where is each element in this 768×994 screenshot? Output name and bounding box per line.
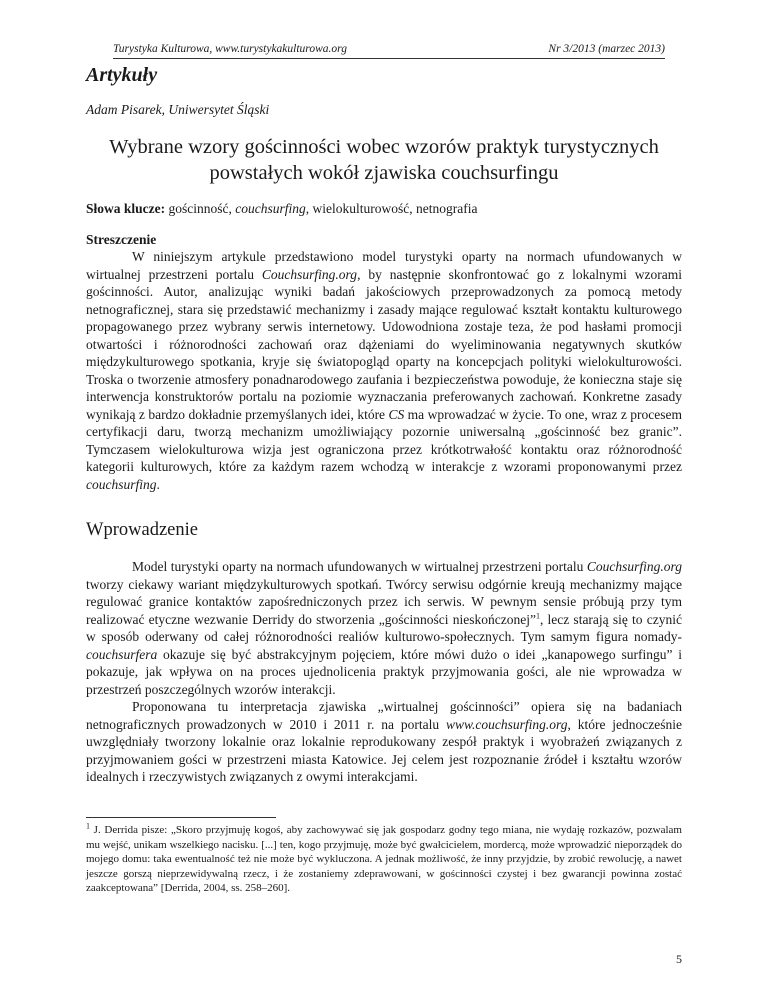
footnote-ref[interactable]: 1	[535, 611, 540, 620]
footnote-text: J. Derrida pisze: „Skoro przyjmuję kogoś, aby zachowywać się jak gospodarz godny tego miana, nie wydaję rozkazów, pozwalam mu wejść, unikam wszelkiego nacisku. [...] ten, kogo przyjmuję, może być gwałcicielem, mordercą, może wprowadzić nieporządek do mojego domu: taka ewentualność też nie może być wykluczona. A jednak możliwość, że inny przyjdzie, by zrobić rewolucję, a nawet jeszcze gorszą nieprzewidywalną rzecz, i że zostaniemy zdeprawowani, w gościnności czystej i bez gwarancji powinna zostać zaakceptowana” [Derrida, 2004, ss. 258–260].	[86, 824, 682, 894]
page-number: 5	[676, 952, 682, 966]
keywords	[86, 200, 682, 218]
intro-heading: Wprowadzenie	[86, 520, 198, 540]
article-title: Wybrane wzory gościnności wobec wzorów praktyk turystycznych powstałych wokół zjawiska couchsurfingu	[109, 136, 659, 184]
footnote	[86, 823, 682, 896]
intro-body	[86, 558, 682, 786]
footnote-marker: 1	[86, 821, 90, 831]
keywords-text: gościnność,	[165, 201, 236, 216]
abstract-body: W niniejszym artykule przedstawiono model turystyki oparty na normach ufundowanych w wirtualnej przestrzeni portalu Couchsurfing.org, by następnie skonfrontować go z lokalnymi wzorami gościnności. Autor, analizując wyniki badań jakościowych przeprowadzonych za pomocą metody netnograficznej, stara się przedstawić mechanizmy i zasady mające regulować kształt kontaktu kulturowego propagowanego przez wybrany serwis internetowy. Udowodniona zostaje teza, że pod hasłami promocji otwartości i różnorodności zachowań oraz dążeniami do wyeliminowania negatywnych skutków międzykulturowego spotkania, kryje się światopogląd oparty na koncepcjach polityki wielokulturowości. Troska o tworzenie atmosfery ponadnarodowego zaufania i bezpieczeństwa powoduje, że konieczna staje się interwencja konstruktorów portalu na poziomie wyznaczania preferowanych zachowań. Konkretne zasady wynikają z bardzo dokładnie przemyślanych idei, które CS ma wprowadzać w życie. To one, wraz z procesem certyfikacji daru, tworzą mechanizm umożliwiający pozornie uniwersalną „gościnność bez granic”. Tymczasem wielokulturowa wizja jest ograniczona przez krótkotrwałość kontaktu oraz różnorodność kategorii kulturowych, które za każdym razem wchodzą w interakcje z wzorami proponowanymi przez couchsurfing.	[86, 249, 682, 492]
issue-number: Nr 3/2013 (marzec 2013)	[548, 43, 665, 55]
keywords-text-rest: , wielokulturowość, netnografia	[305, 201, 478, 216]
keyword-couchsurfing: couchsurfing	[235, 201, 306, 216]
section-label: Artykuły	[86, 64, 158, 86]
abstract-heading: Streszczenie	[86, 232, 157, 247]
footnote-divider	[86, 817, 276, 818]
intro-paragraph-2: Proponowana tu interpretacja zjawiska „wirtualnej gościnności” opiera się na badaniach netnograficznych prowadzonych w 2010 i 2011 r. na portalu www.couchsurfing.org, które jednocześnie uwzględniały tworzony lokalnie oraz lokalnie reprodukowany zespół praktyk i wyobrażeń związanych z przyjmowaniem gości w przestrzeni miasta Katowice. Jej celem jest rozpoznanie źródeł i kształtu wzorów idealnych i rzeczywistych związanych z owymi interakcjami.	[86, 699, 683, 784]
journal-name: Turystyka Kulturowa, www.turystykakulturowa.org	[113, 43, 347, 55]
intro-paragraph-1: Model turystyki oparty na normach ufundowanych w wirtualnej przestrzeni portalu Couchsurfing.org tworzy ciekawy wariant międzykulturowych spotkań. Twórcy serwisu odgórnie kreują mechanizmy mające regulować granice kontaktów zapośredniczonych przez ich serwis. W pewnym sensie próbują przy tym realizować etyczne wezwanie Derridy do stworzenia „gościnności nieskończonej”$^1$, lecz starają się to czynić w sposób oderwany od całej różnorodności realiów kulturowo-społecznych. Tym samym figura nomady-couchsurfera okazuje się być abstrakcyjnym pojęciem, które mówi dużo o idei „kanapowego surfingu” i pokazuje, jak wpływa on na proces ujednolicenia praktyk przyjmowania gości, ale nie wprowadza w przestrzeń poszczególnych wzorów interakcji.	[86, 559, 682, 697]
running-header	[113, 40, 665, 59]
author-line: Adam Pisarek, Uniwersytet Śląski	[86, 102, 270, 117]
keywords-label: Słowa klucze:	[86, 201, 166, 216]
